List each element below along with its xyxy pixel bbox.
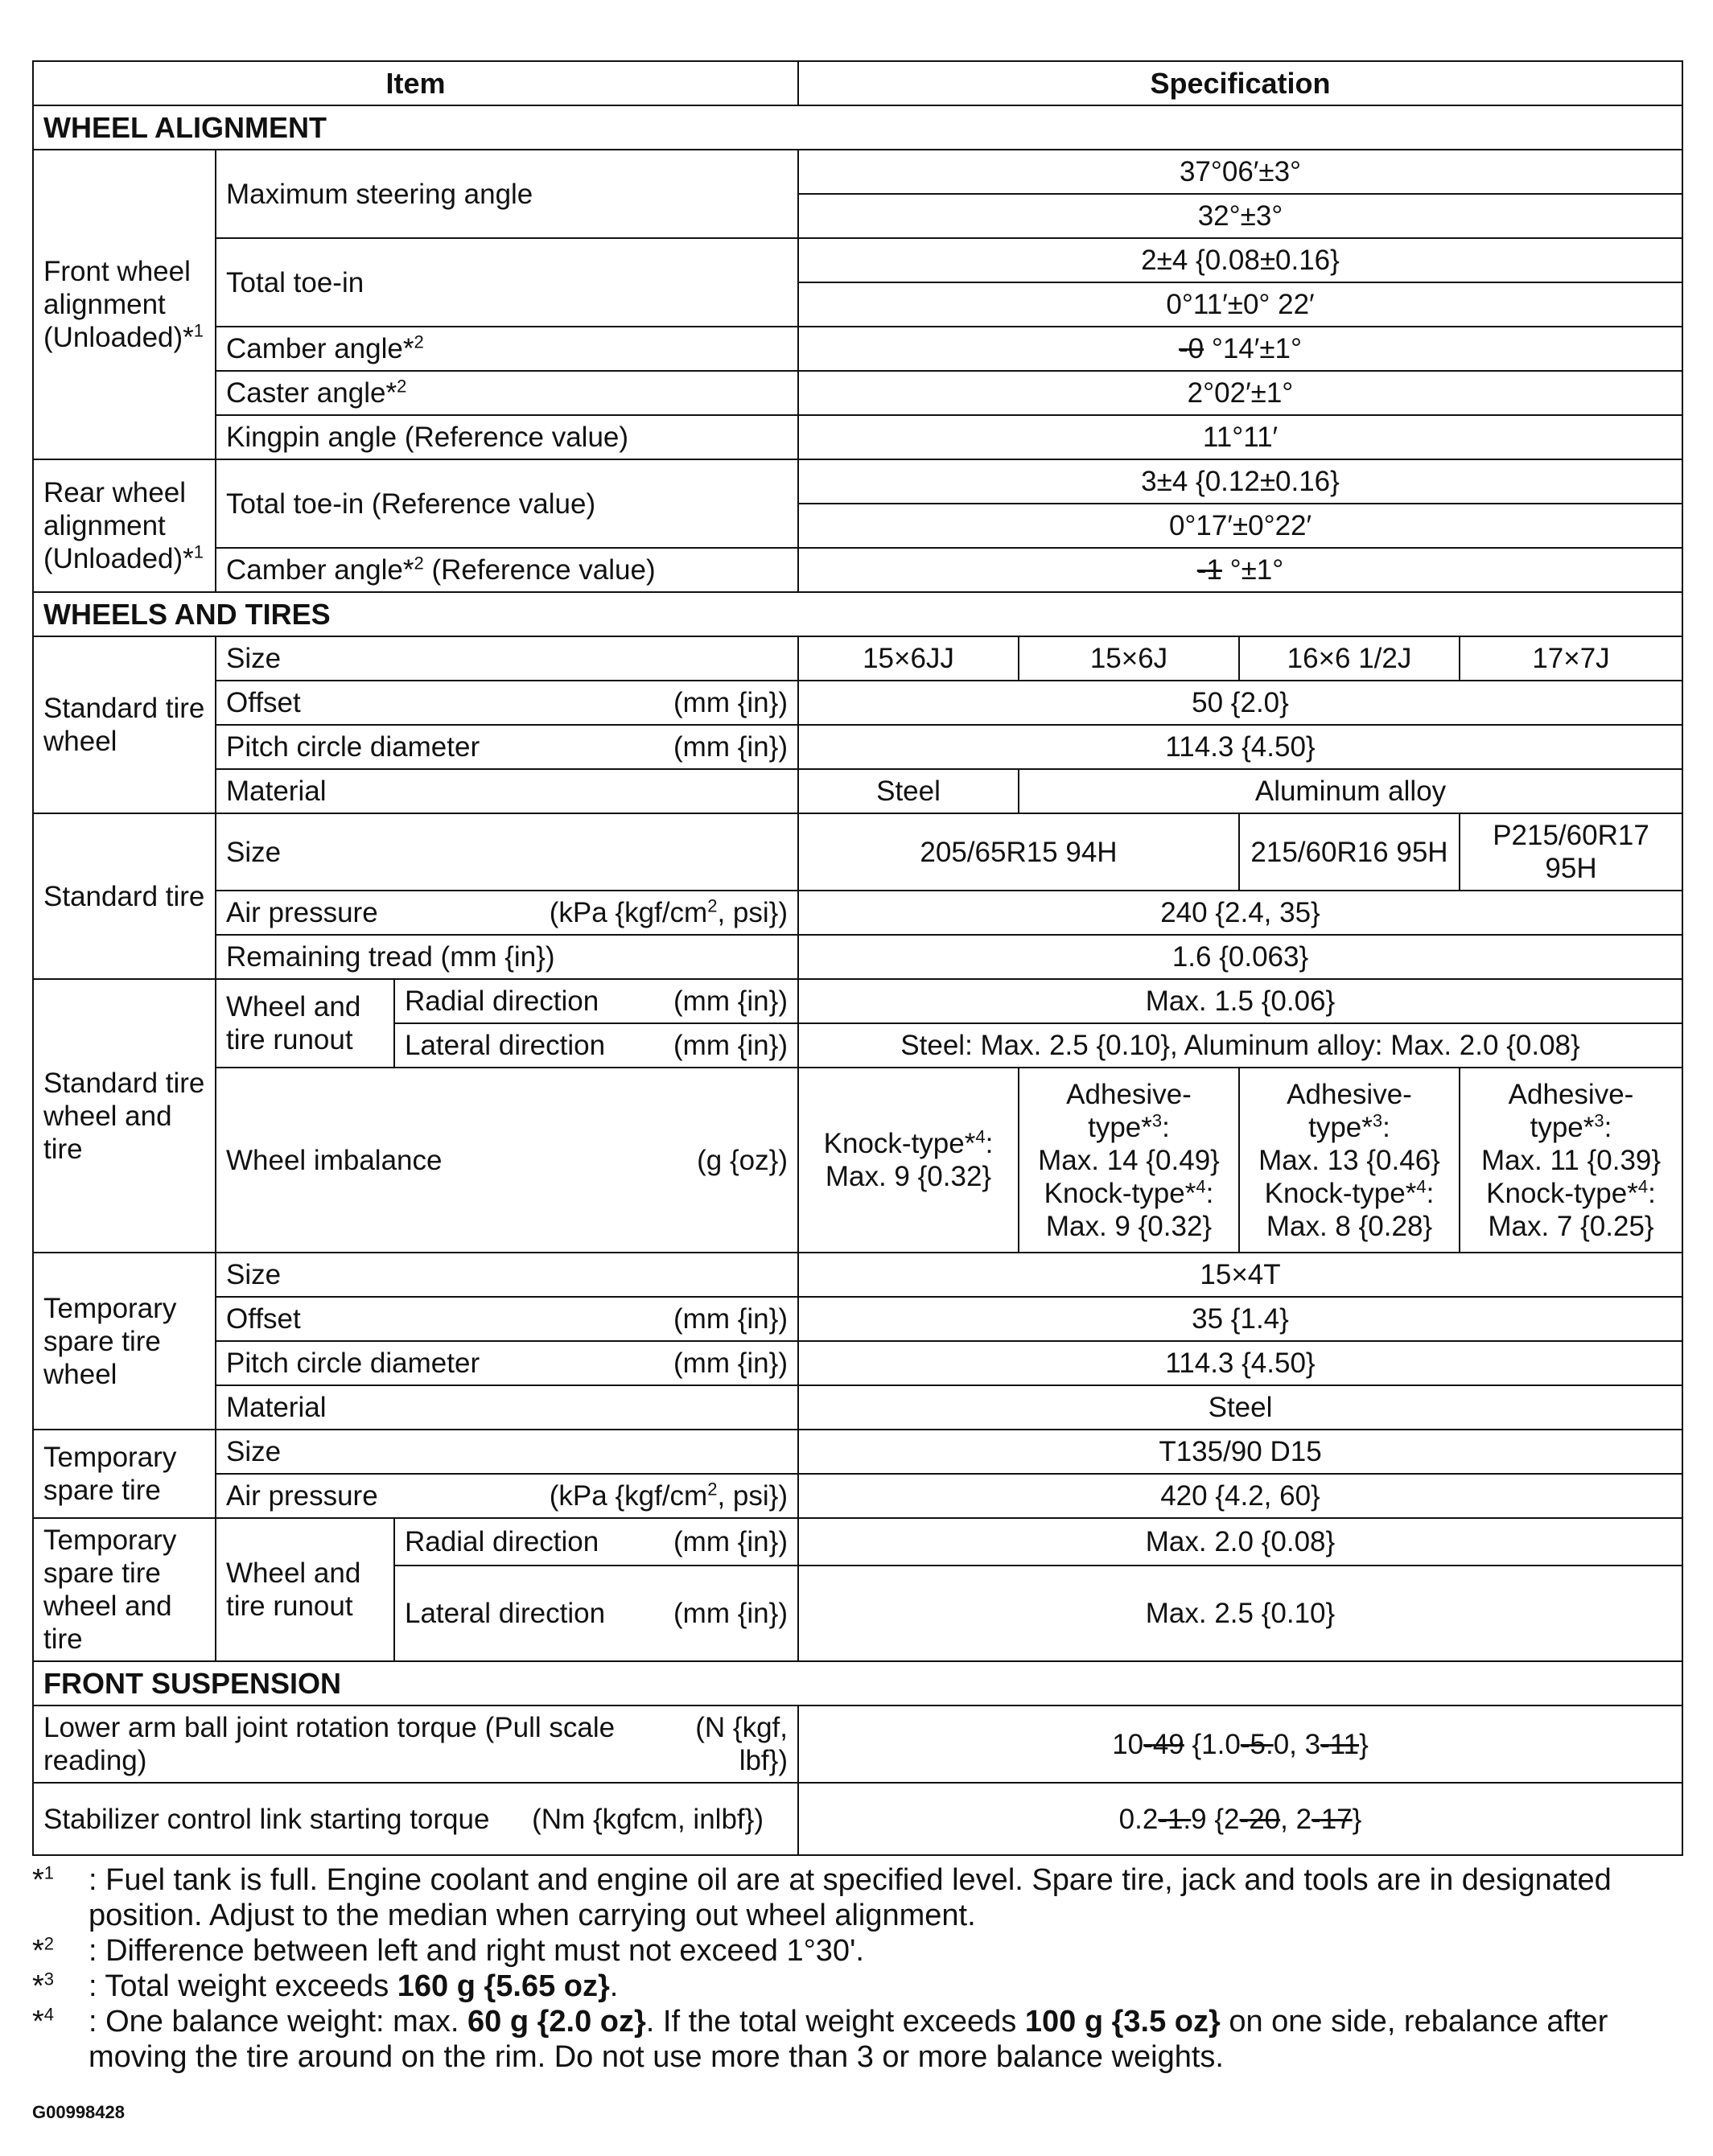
remaining-tread-value: 1.6 {0.063} — [798, 935, 1682, 979]
max-steering-label: Maximum steering angle — [226, 178, 533, 210]
kingpin-value: 11°11′ — [798, 415, 1682, 459]
header-row — [33, 61, 1682, 105]
temp-offset-value: 35 {1.4} — [798, 1297, 1682, 1341]
footnote-4: *$^4$ : One balance weight: max. 60 g {2.0 oz}. If the total weight exceeds 100 g {3.5 oz} on one side, rebalance after moving the tire around on the rim. Do not use more than 3 or more balance weights. — [32, 2004, 1608, 2074]
temp-air-pressure-value: 420 {4.2, 60} — [798, 1474, 1682, 1518]
temp-wheel-size-value: 15×4T — [798, 1253, 1682, 1297]
material-steel: Steel — [798, 769, 1019, 813]
material-aluminum: Aluminum alloy — [1019, 769, 1682, 813]
std-air-pressure-value: 240 {2.4, 35} — [798, 891, 1682, 935]
lower-arm-value: 10-49 {1.0-5.0, 3-11} — [798, 1705, 1682, 1783]
tire-size-2: 215/60R16 95H — [1239, 813, 1460, 891]
spec-sheet — [32, 60, 1682, 2123]
rear-camber-label: Camber angle*$^2$ (Reference value) — [216, 548, 798, 592]
imbalance-col-4: Adhesive-type*$^3$: Max. 11 {0.39} Knock-type*$^4$: Max. 7 {0.25} — [1460, 1068, 1682, 1253]
temp-wheel-label: Temporary spare tire wheel — [33, 1253, 216, 1430]
temp-runout-label: Wheel and tire runout — [216, 1518, 394, 1661]
rear-toe-mm-value: 3±4 {0.12±0.16} — [798, 459, 1682, 504]
wheel-imbalance-label: Wheel imbalance (g {oz}) — [216, 1068, 798, 1253]
wheel-size-3: 16×6 1/2J — [1239, 636, 1460, 681]
temp-material-value: Steel — [798, 1385, 1682, 1430]
rear-alignment-label: Rear wheel alignment (Unloaded)*$^1$ — [33, 459, 216, 592]
temp-material-label: Material — [216, 1385, 798, 1430]
outer-value: 32°±3° — [798, 194, 1682, 238]
std-pcd-value: 114.3 {4.50} — [798, 725, 1682, 769]
rear-toe-deg-value: 0°17′±0°22′ — [798, 504, 1682, 548]
front-toe-in-label: Total toe-in — [216, 238, 798, 327]
std-radial-label: Radial direction (mm {in}) — [394, 979, 798, 1023]
temp-offset-label: Offset (mm {in}) — [216, 1297, 798, 1341]
front-alignment-label: Front wheel alignment (Unloaded)*$^1$ — [33, 150, 216, 459]
section-wheels-and-tires: WHEELS AND TIRES — [33, 592, 1682, 636]
document-code: G00998428 — [32, 2102, 125, 2122]
temp-lateral-value: Max. 2.5 {0.10} — [798, 1566, 1682, 1661]
footnote-1: *$^1$ : Fuel tank is full. Engine coolant and engine oil are at specified level. Spare tire, jack and tools are in designated position. Adjust to the median when carrying out wheel alignment. — [32, 1862, 1612, 1932]
inner-value: 37°06′±3° — [798, 150, 1682, 194]
std-offset-value: 50 {2.0} — [798, 681, 1682, 725]
std-offset-label: Offset (mm {in}) — [216, 681, 798, 725]
temp-tire-size-value: T135/90 D15 — [798, 1430, 1682, 1474]
temp-tire-size-label: Size — [216, 1430, 798, 1474]
caster-label: Caster angle*$^2$ — [216, 371, 798, 415]
imbalance-col-2: Adhesive-type*$^3$: Max. 14 {0.49} Knock-type*$^4$: Max. 9 {0.32} — [1019, 1068, 1239, 1253]
stabilizer-label: Stabilizer control link starting torque (Nm {kgfcm, inlbf}) — [33, 1783, 798, 1855]
footnotes — [32, 1862, 1682, 2075]
imbalance-col-3: Adhesive-type*$^3$: Max. 13 {0.46} Knock-type*$^4$: Max. 8 {0.28} — [1239, 1068, 1460, 1253]
front-toe-deg-value: 0°11′±0° 22′ — [798, 282, 1682, 327]
std-lateral-label: Lateral direction (mm {in}) — [394, 1023, 798, 1068]
front-toe-mm-value: 2±4 {0.08±0.16} — [798, 238, 1682, 282]
std-radial-value: Max. 1.5 {0.06} — [798, 979, 1682, 1023]
temp-radial-value: Max. 2.0 {0.08} — [798, 1518, 1682, 1566]
temp-tire-label: Temporary spare tire — [33, 1430, 216, 1518]
temp-pcd-label: Pitch circle diameter (mm {in}) — [216, 1341, 798, 1385]
std-tire-label: Standard tire — [33, 813, 216, 979]
temp-radial-label: Radial direction (mm {in}) — [394, 1518, 798, 1566]
footnote-2: *$^2$ : Difference between left and right must not exceed 1°30'. — [32, 1933, 864, 1968]
std-pcd-label: Pitch circle diameter (mm {in}) — [216, 725, 798, 769]
caster-value: 2°02′±1° — [798, 371, 1682, 415]
remaining-tread-label: Remaining tread (mm {in}) — [216, 935, 798, 979]
max-steering-angle-cell — [216, 150, 798, 238]
wheel-size-2: 15×6J — [1019, 636, 1239, 681]
rear-toe-in-label: Total toe-in (Reference value) — [216, 459, 798, 548]
section-front-suspension: FRONT SUSPENSION — [33, 1661, 1682, 1705]
temp-wheel-size-label: Size — [216, 1253, 798, 1297]
footnote-3: *$^3$ : Total weight exceeds 160 g {5.65 oz}. — [32, 1969, 619, 2003]
front-camber-label: Camber angle*$^2$ — [216, 327, 798, 371]
temp-wheel-tire-label: Temporary spare tire wheel and tire — [33, 1518, 216, 1661]
std-runout-label: Wheel and tire runout — [216, 979, 394, 1068]
wheel-size-1: 15×6JJ — [798, 636, 1019, 681]
rear-camber-value: -1 °±1° — [798, 548, 1682, 592]
section-wheel-alignment: WHEEL ALIGNMENT — [33, 105, 1682, 150]
stabilizer-value: 0.2-1.9 {2-20, 2-17} — [798, 1783, 1682, 1855]
kingpin-label: Kingpin angle (Reference value) — [216, 415, 798, 459]
wheel-size-4: 17×7J — [1460, 636, 1682, 681]
temp-pcd-value: 114.3 {4.50} — [798, 1341, 1682, 1385]
std-lateral-value: Steel: Max. 2.5 {0.10}, Aluminum alloy: Max. 2.0 {0.08} — [798, 1023, 1682, 1068]
header-specification: Specification — [798, 61, 1682, 105]
header-item: Item — [33, 61, 798, 105]
std-wheel-tire-label: Standard tire wheel and tire — [33, 979, 216, 1253]
std-wheel-size-label: Size — [216, 636, 798, 681]
std-air-pressure-label: Air pressure (kPa {$kgf/cm^2$, psi}) — [216, 891, 798, 935]
front-camber-value: -0 °14′±1° — [798, 327, 1682, 371]
tire-size-3: P215/60R17 95H — [1460, 813, 1682, 891]
std-wheel-label: Standard tire wheel — [33, 636, 216, 813]
tire-size-1: 205/65R15 94H — [798, 813, 1239, 891]
lower-arm-label: Lower arm ball joint rotation torque (Pull scale reading) (N {kgf, lbf}) — [33, 1705, 798, 1783]
std-tire-size-label: Size — [216, 813, 798, 891]
imbalance-col-1: Knock-type*$^4$: Max. 9 {0.32} — [798, 1068, 1019, 1253]
std-material-label: Material — [216, 769, 798, 813]
spec-table — [32, 60, 1683, 1856]
temp-lateral-label: Lateral direction (mm {in}) — [394, 1566, 798, 1661]
temp-air-pressure-label: Air pressure (kPa {$kgf/cm^2$, psi}) — [216, 1474, 798, 1518]
